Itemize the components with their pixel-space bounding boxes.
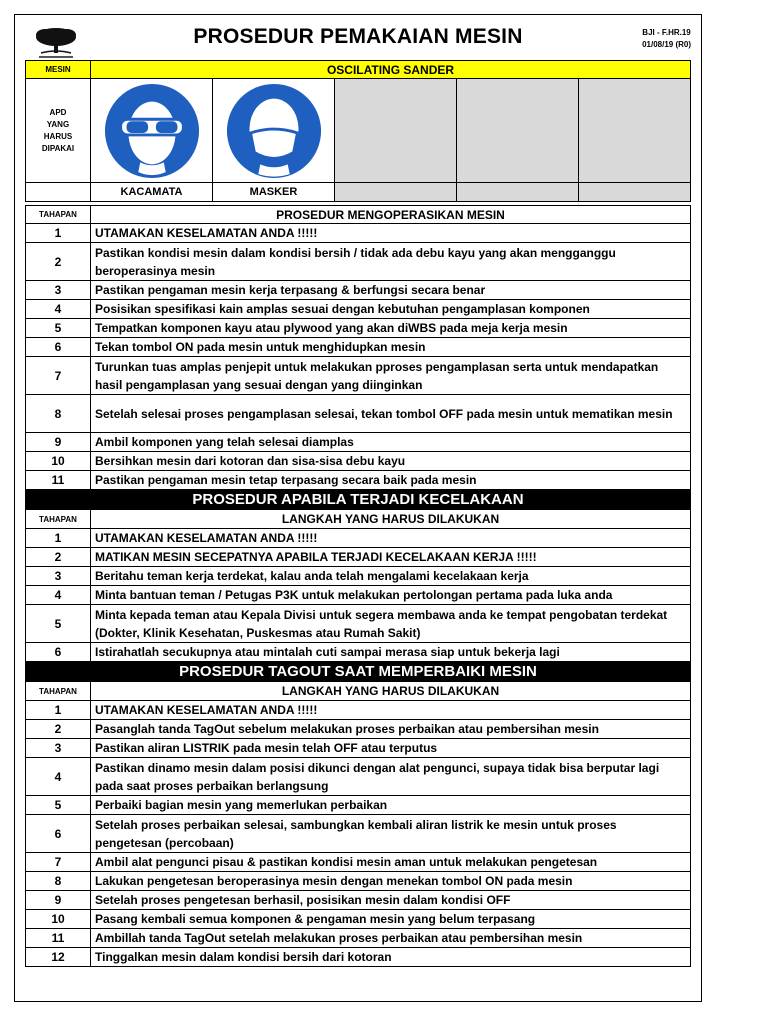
step-text: Pastikan dinamo mesin dalam posisi dikunci dengan alat pengunci, supaya tidak bisa berputar lagi pada saat proses perbaikan berlangsung (95, 760, 660, 793)
step-number: 4 (26, 300, 91, 318)
step-row (25, 739, 691, 758)
step-text: Ambil alat pengunci pisau & pastikan kondisi mesin aman untuk melakukan pengetesan (95, 855, 598, 869)
machine-row (25, 60, 691, 79)
step-number: 4 (26, 586, 91, 604)
apd-label (26, 79, 91, 182)
step-text: Minta kepada teman atau Kepala Divisi untuk segera membawa anda ke tempat pengobatan terdekat (Dokter, Klinik Kesehatan, Puskesmas atau Rumah Sakit) (95, 607, 668, 640)
apd-slot-glasses (91, 79, 213, 182)
step-row (25, 605, 691, 643)
accident-heading-row (25, 510, 691, 529)
step-text: Pastikan pengaman mesin kerja terpasang & berfungsi secara benar (95, 283, 486, 297)
apd-slot-empty (579, 79, 690, 182)
apd-label-line: HARUS (43, 131, 73, 141)
step-number: 6 (26, 643, 91, 661)
step-row (25, 395, 691, 433)
step-number: 11 (26, 929, 91, 947)
step-row (25, 643, 691, 662)
accident-steps (25, 529, 691, 662)
document-code (642, 27, 691, 51)
step-number: 8 (26, 395, 91, 432)
step-text: Minta bantuan teman / Petugas P3K untuk melakukan pertolongan pertama pada luka anda (95, 588, 613, 602)
step-row (25, 758, 691, 796)
apd-label-empty (579, 183, 690, 201)
step-number: 10 (26, 452, 91, 470)
step-text: Pasang kembali semua komponen & pengaman mesin yang belum terpasang (95, 912, 536, 926)
step-text: Pastikan kondisi mesin dalam kondisi bersih / tidak ada debu kayu yang akan mengganggu beroperasinya mesin (95, 245, 616, 278)
stage-label: TAHAPAN (26, 510, 91, 528)
step-text: Bersihkan mesin dari kotoran dan sisa-sisa debu kayu (95, 454, 406, 468)
step-text: Ambillah tanda TagOut setelah melakukan proses perbaikan atau pembersihan mesin (95, 931, 583, 945)
step-number: 1 (26, 701, 91, 719)
step-row (25, 815, 691, 853)
step-row (25, 891, 691, 910)
step-text: Setelah proses perbaikan selesai, sambungkan kembali aliran listrik ke mesin untuk proses pengetesan (percobaan) (95, 817, 617, 850)
step-text: Ambil komponen yang telah selesai diamplas (95, 435, 354, 449)
step-number: 3 (26, 567, 91, 585)
step-row (25, 300, 691, 319)
step-text: Tinggalkan mesin dalam kondisi bersih dari kotoran (95, 950, 392, 964)
apd-row (25, 79, 691, 183)
step-text: Tempatkan komponen kayu atau plywood yang akan diWBS pada meja kerja mesin (95, 321, 568, 335)
step-number: 9 (26, 891, 91, 909)
step-row (25, 452, 691, 471)
apd-label-line: DIPAKAI (41, 143, 75, 153)
step-number: 6 (26, 338, 91, 356)
tagout-steps (25, 701, 691, 967)
tagout-heading: LANGKAH YANG HARUS DILAKUKAN (281, 684, 500, 698)
step-number: 3 (26, 739, 91, 757)
step-number: 5 (26, 796, 91, 814)
step-number: 7 (26, 357, 91, 394)
step-row (25, 872, 691, 891)
step-text: MATIKAN MESIN SECEPATNYA APABILA TERJADI KECELAKAAN KERJA !!!!! (95, 550, 537, 564)
step-text: UTAMAKAN KESELAMATAN ANDA !!!!! (95, 226, 318, 240)
doc-code-text: BJI - F.HR.19 (642, 28, 691, 37)
step-row (25, 586, 691, 605)
step-row (25, 319, 691, 338)
step-number: 2 (26, 548, 91, 566)
step-row (25, 853, 691, 872)
step-text: Perbaiki bagian mesin yang memerlukan perbaikan (95, 798, 388, 812)
page-title: PROSEDUR PEMAKAIAN MESIN (193, 25, 523, 48)
tagout-section-title: PROSEDUR TAGOUT SAAT MEMPERBAIKI MESIN (25, 662, 691, 682)
step-row (25, 548, 691, 567)
step-number: 1 (26, 224, 91, 242)
step-number: 7 (26, 853, 91, 871)
step-number: 6 (26, 815, 91, 852)
step-number: 12 (26, 948, 91, 966)
apd-slot-empty (457, 79, 579, 182)
step-number: 5 (26, 319, 91, 337)
tagout-heading-row (25, 682, 691, 701)
sop-sheet (14, 14, 702, 1002)
step-number: 10 (26, 910, 91, 928)
face-mask-icon (220, 82, 328, 180)
machine-label: MESIN (26, 61, 91, 78)
step-row (25, 224, 691, 243)
step-row (25, 796, 691, 815)
apd-slot-empty (335, 79, 457, 182)
doc-date-text: 01/08/19 (R0) (642, 40, 691, 49)
step-row (25, 433, 691, 452)
document-header (15, 15, 701, 60)
apd-label-empty (457, 183, 579, 201)
apd-label-empty (335, 183, 457, 201)
step-row (25, 910, 691, 929)
step-number: 5 (26, 605, 91, 642)
step-row (25, 720, 691, 739)
step-text: Posisikan spesifikasi kain amplas sesuai dengan kebutuhan pengamplasan komponen (95, 302, 590, 316)
step-text: Istirahatlah secukupnya atau mintalah cuti sampai merasa siap untuk bekerja lagi (95, 645, 560, 659)
accident-section-title: PROSEDUR APABILA TERJADI KECELAKAAN (25, 490, 691, 510)
step-text: Lakukan pengetesan beroperasinya mesin dengan menekan tombol ON pada mesin (95, 874, 573, 888)
step-text: UTAMAKAN KESELAMATAN ANDA !!!!! (95, 531, 318, 545)
step-text: UTAMAKAN KESELAMATAN ANDA !!!!! (95, 703, 318, 717)
operating-steps (25, 224, 691, 490)
step-number: 11 (26, 471, 91, 489)
accident-heading: LANGKAH YANG HARUS DILAKUKAN (281, 512, 500, 526)
step-row (25, 471, 691, 490)
step-number: 2 (26, 720, 91, 738)
apd-label-line: YANG (46, 119, 70, 129)
apd-labels-row (25, 183, 691, 202)
apd-label-glasses: KACAMATA (91, 183, 213, 201)
step-number: 9 (26, 433, 91, 451)
step-text: Setelah proses pengetesan berhasil, posisikan mesin dalam kondisi OFF (95, 893, 511, 907)
step-row (25, 701, 691, 720)
operating-heading-row (25, 205, 691, 224)
step-row (25, 357, 691, 395)
step-row (25, 338, 691, 357)
operating-heading: PROSEDUR MENGOPERASIKAN MESIN (276, 207, 505, 222)
stage-label: TAHAPAN (26, 206, 91, 223)
apd-label-spacer (26, 183, 91, 201)
machine-name: OSCILATING SANDER (91, 61, 690, 78)
apd-label-line: APD (49, 107, 67, 117)
step-text: Pasanglah tanda TagOut sebelum melakukan proses perbaikan atau pembersihan mesin (95, 722, 599, 736)
step-text: Turunkan tuas amplas penjepit untuk melakukan pproses pengamplasan serta untuk mendapatkan hasil pengamplasan yang sesuai dengan yang diinginkan (95, 359, 659, 392)
step-text: Pastikan pengaman mesin tetap terpasang secara baik pada mesin (95, 473, 477, 487)
step-row (25, 929, 691, 948)
apd-slot-mask (213, 79, 335, 182)
step-number: 8 (26, 872, 91, 890)
stage-label: TAHAPAN (26, 682, 91, 700)
safety-glasses-icon (101, 82, 203, 180)
step-row (25, 948, 691, 967)
step-text: Setelah selesai proses pengamplasan selesai, tekan tombol OFF pada mesin untuk mematikan mesin (95, 406, 673, 421)
step-number: 3 (26, 281, 91, 299)
step-row (25, 281, 691, 300)
step-number: 4 (26, 758, 91, 795)
step-text: Tekan tombol ON pada mesin untuk menghidupkan mesin (95, 340, 426, 354)
step-row (25, 529, 691, 548)
step-text: Beritahu teman kerja terdekat, kalau anda telah mengalami kecelakaan kerja (95, 569, 529, 583)
step-text: Pastikan aliran LISTRIK pada mesin telah OFF atau terputus (95, 741, 438, 755)
apd-label-mask: MASKER (213, 183, 335, 201)
step-row (25, 567, 691, 586)
procedure-table (25, 60, 691, 967)
step-number: 2 (26, 243, 91, 280)
step-row (25, 243, 691, 281)
step-number: 1 (26, 529, 91, 547)
